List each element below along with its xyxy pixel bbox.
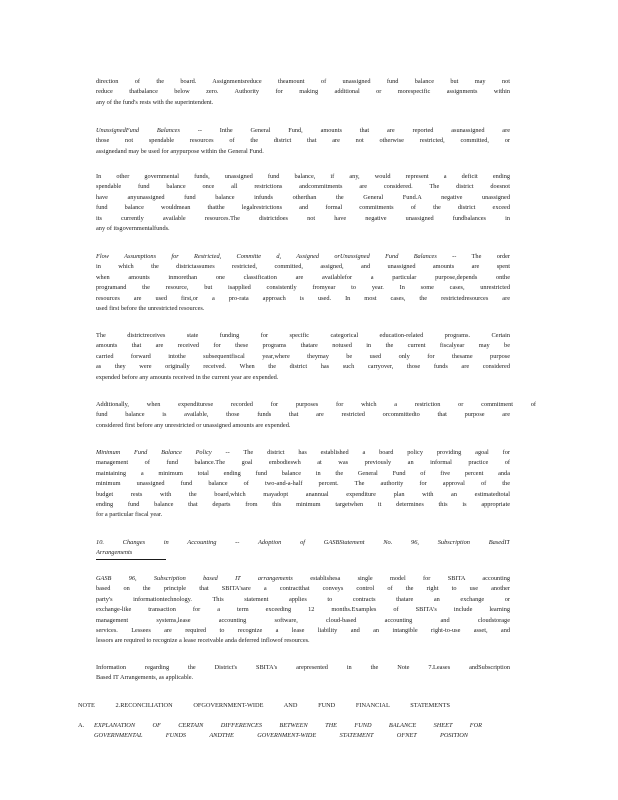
lead-in-title: Flow Assumptions for Restricted, Committe d, Assigned orUnassigned Fund Balances [96,253,437,260]
text-line: party's informationtechnology. This statement applies to contracts thatare an exchange or [96,595,510,603]
paragraph-information [96,663,510,684]
text-line: carried forward intothe subsequentfiscal year,where theymay be used only for thesame purpose [96,352,510,360]
text-line: considered first before any unrestricted or unassigned amounts are expended. [96,421,291,429]
text-line: direction of the board. Assignmentsreduce theamount of unassigned fund balance but may not [96,78,510,85]
text-line: as they were originally received. When the district has such carryover, those funds are considered [96,363,510,371]
text-line: resources are used first,or a pro-rata approach is used. In most cases, the restrictedresources are [96,294,510,302]
paragraph-additionally [96,400,536,431]
text-line: UnassignedFund Balances -- Inthe General Fund, amounts that are reported asunassigned are [96,127,510,134]
paragraph-gasb-96 [96,574,510,647]
text-line: fund balance wouldmean thatthe legalrestrictions and formal commitments of the district exceed [96,204,510,212]
text-line: those not spendable resources of the district that are not otherwise restricted, committed, or [96,137,510,145]
text-line: its currently available resources.The districtdoes not have negative unassigned fundbalances in [96,214,510,222]
lead-in-title: GASB 96, Subscription based IT arrangements [96,575,293,582]
text-line: used first before the unrestricted resources. [96,304,205,312]
text-line: management of fund balance.The goal embodieswh at was previously an informal practice of [96,459,510,467]
paragraph-unassigned-fund-balances [96,126,510,157]
text-line: Based IT Arrangements, as applicable. [96,674,194,682]
text-line: amounts that are received for these programs thatare notused in the current fiscalyear may be [96,342,510,350]
subsection-title [94,721,482,742]
text-line: NOTE 2.RECONCILIATION OFGOVERNMENT-WIDE AND FUND FINANCIAL STATEMENTS [78,702,450,709]
paragraph-state-funding [96,331,510,383]
lead-in-title: UnassignedFund Balances [96,127,180,134]
note-2-heading [78,701,450,711]
text-line: Flow Assumptions for Restricted, Committe d, Assigned orUnassigned Fund Balances -- The order [96,253,510,260]
text-line: have anyunassigned fund balance infunds otherthan the General Fund.A negative unassigned [96,193,510,201]
text-line: 10. Changes in Accounting -- Adoption of GASBStatement No. 96, Subscription BasedIT [96,539,510,546]
text-line: EXPLANATION OF CERTAIN DIFFERENCES BETWEEN THE FUND BALANCE SHEET FOR [94,722,482,729]
text-line: ending fund balance that departs from this minimum targetwhen it determines this is appropriate [96,500,510,508]
text-line: expended before any amounts received in the current year are expended. [96,373,279,381]
text-line: maintaining a minimum total ending fund balance in the General Fund of five percent anda [96,469,510,477]
text-line: based on the principle that SBITA'sare a contractthat conveys control of the right to use another [96,585,510,593]
text-line: The districtreceives state funding for specific categorical education-related programs. Certain [96,332,510,339]
text-line: management systems,lease accounting software, cloud-based accounting and cloudstorage [96,616,510,624]
text-line: services. Lessees are required to recognize a lease liability and an intangible right-to-use asset, and [96,626,510,634]
paragraph-other-governmental-funds [96,172,510,234]
text-line: Arrangements [96,548,166,559]
text-line: programand the resource, but isapplied consistently fromyear to year. In some cases, unrestricted [96,284,510,292]
text-line: GASB 96, Subscription based IT arrangements establishesa single model for SBITA accounting [96,575,510,582]
text-line: when amounts inmorethan one classification are availablefor a particular purpose,depends onthe [96,273,510,281]
text-line: In other governmental funds, unassigned fund balance, if any, would represent a deficit ending [96,173,510,180]
section-heading-changes-in-accounting [96,538,510,560]
text-line: in which the districtassumes restricted, committed, assigned, and unassigned amounts are spent [96,263,510,271]
text-line: reduce thatbalance below zero. Authority for making additional or morespecific assignments within [96,88,510,96]
text-line: Minimum Fund Balance Policy -- The district has established a board policy providing agoal for [96,449,510,456]
text-line: for a particular fiscal year. [96,511,163,519]
text-line: any of the fund's rests with the superintendent. [96,98,214,106]
subsection-label: A. [78,722,85,729]
text-line: any of itsgovernmentalfunds. [96,224,170,232]
lead-in-title: Minimum Fund Balance Policy [96,449,212,456]
text-line: minimum unassigned fund balance of two-and-a-half percent. The authority for approval of the [96,480,510,488]
text-line: fund balance is available, those funds that are restricted orcommittedto that purpose are [96,411,510,419]
paragraph-intro [96,77,510,108]
text-line: assignedand may be used for anypurpose within the General Fund. [96,147,264,155]
text-line: Information regarding the District's SBITA's arepresented in the Note 7.Leases andSubscription [96,664,510,671]
paragraph-minimum-fund-balance-policy [96,448,510,521]
text-line: lessors are required to recognize a lease receivable anda deferred inflowof resources. [96,637,310,645]
text-line: exchange-like transaction for a term exceeding 12 months.Examples of SBITA's include learning [96,606,510,614]
text-line: Additionally, when expenditurese recorded for purposes for which a restriction or commitment of [96,401,536,408]
text-line: budget rests with the board,which mayadopt anannual expenditure plan with an estimatedtotal [96,490,510,498]
text-line: spendable fund balance once all restrictions andcommitments are considered. The district doesnot [96,183,510,191]
paragraph-flow-assumptions [96,252,510,314]
text-line: GOVERNMENTAL FUNDS ANDTHE GOVERNMENT-WIDE STATEMENT OFNET POSITION [94,732,468,740]
